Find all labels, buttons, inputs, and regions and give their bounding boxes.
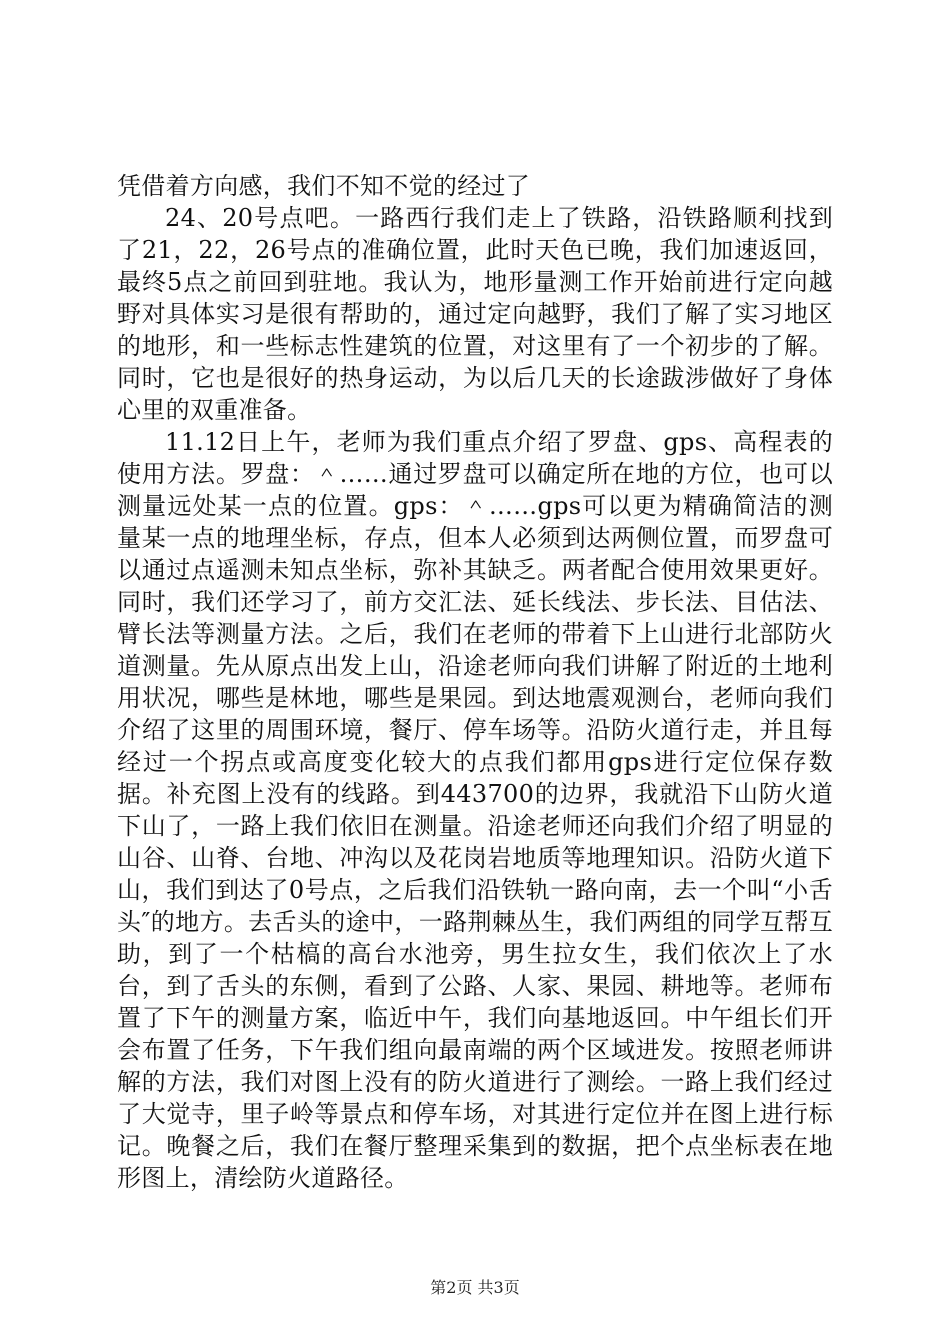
page-footer: 第2页 共3页 xyxy=(430,1278,520,1297)
paragraph-survey-day: 11.12日上午，老师为我们重点介绍了罗盘、gps、高程表的使用方法。罗盘：＾……通过罗盘可以确定所在地的方位，也可以测量远处某一点的位置。gps：＾……gps可以更为精确简洁的测量某一点的地理坐标，存点，但本人必须到达两侧位置，而罗盘可以通过点遥测未知点坐标，弥补其缺乏。两者配合使用效果更好。同时，我们还学习了，前方交汇法、延长线法、步长法、目估法、臂长法等测量方法。之后，我们在老师的带着下上山进行北部防火道测量。先从原点出发上山，沿途老师向我们讲解了附近的土地利用状况，哪些是林地，哪些是果园。到达地震观测台，老师向我们介绍了这里的周围环境，餐厅、停车场等。沿防火道行走，并且每经过一个拐点或高度变化较大的点我们都用gps进行定位保存数据。补充图上没有的线路。到443700的边界，我就沿下山防火道下山了，一路上我们依旧在测量。沿途老师还向我们介绍了明显的山谷、山脊、台地、冲沟以及花岗岩地质等地理知识。沿防火道下山，我们到达了0号点，之后我们沿铁轨一路向南，去一个叫“小舌头″的地方。去舌头的途中，一路荆棘丛生，我们两组的同学互帮互助，到了一个枯槁的高台水池旁，男生拉女生，我们依次上了水台，到了舌头的东侧，看到了公路、人家、果园、耕地等。老师布置了下午的测量方案，临近中午，我们向基地返回。中午组长们开会布置了任务，下午我们组向最南端的两个区域进发。按照老师讲解的方法，我们对图上没有的防火道进行了测绘。一路上我们经过了大觉寺，里子岭等景点和停车场，对其进行定位并在图上进行标记。晚餐之后，我们在餐厅整理采集到的数据，把个点坐标表在地形图上，清绘防火道路径。 xyxy=(117,428,833,1192)
paragraph-continuation: 凭借着方向感，我们不知不觉的经过了 xyxy=(117,172,531,200)
document-body xyxy=(117,170,833,1194)
paragraph-orienteering: 24、20号点吧。一路西行我们走上了铁路，沿铁路顺利找到了21，22，26号点的准确位置，此时天色已晚，我们加速返回，最终5点之前回到驻地。我认为，地形量测工作开始前进行定向越野对具体实习是很有帮助的，通过定向越野，我们了解了实习地区的地形，和一些标志性建筑的位置，对这里有了一个初步的了解。同时，它也是很好的热身运动，为以后几天的长途跋涉做好了身体心里的双重准备。 xyxy=(117,204,833,424)
